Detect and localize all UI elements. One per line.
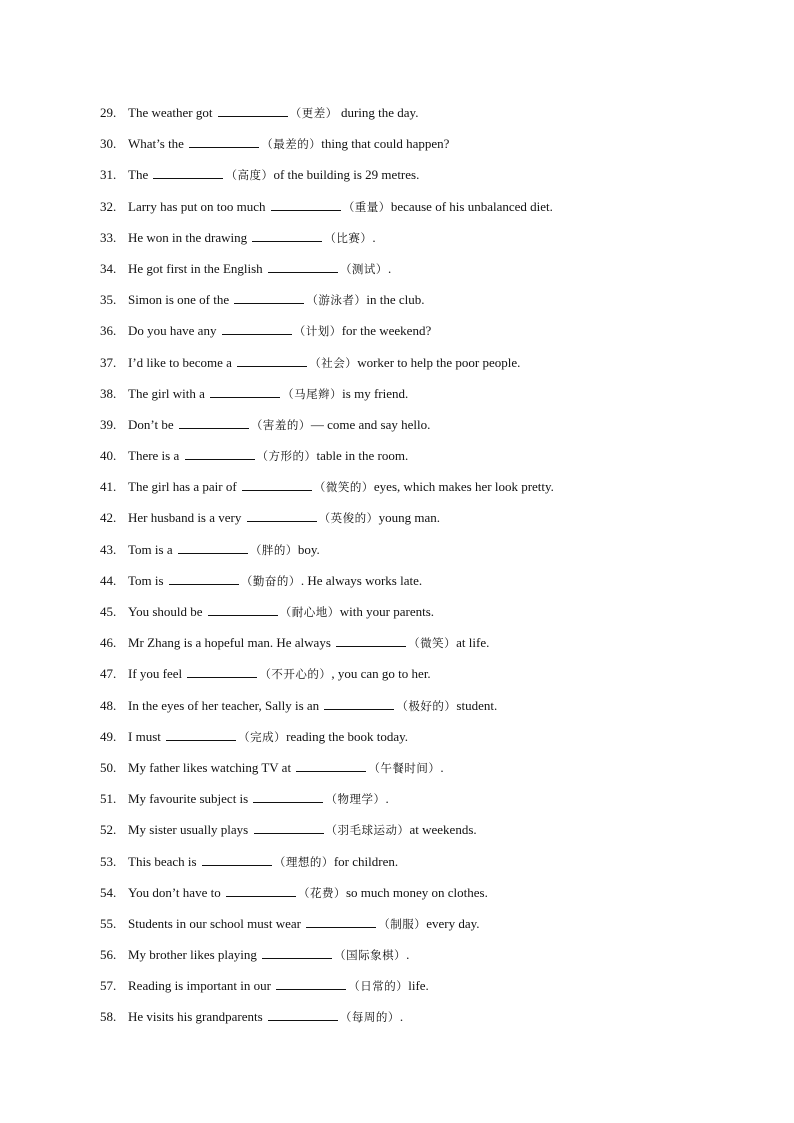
- sentence-before-blank: Do you have any: [128, 323, 220, 339]
- question-sentence: [128, 352, 520, 374]
- answer-blank[interactable]: [296, 757, 366, 772]
- question-item: [100, 102, 740, 133]
- answer-blank[interactable]: [268, 1006, 338, 1021]
- sentence-after-blank: worker to help the poor people.: [357, 354, 521, 370]
- sentence-after-blank: .: [406, 947, 410, 963]
- answer-blank[interactable]: [324, 695, 394, 710]
- question-item: [100, 819, 740, 850]
- sentence-before-blank: Tom is: [128, 572, 167, 588]
- answer-blank[interactable]: [222, 320, 292, 335]
- sentence-after-blank: , you can go to her.: [331, 666, 431, 682]
- question-number: 45.: [100, 604, 117, 619]
- sentence-after-blank: so much money on clothes.: [345, 884, 488, 900]
- sentence-before-blank: The: [128, 167, 152, 183]
- question-item: [100, 726, 740, 757]
- question-number: 57.: [100, 978, 117, 994]
- answer-blank[interactable]: [189, 133, 259, 148]
- question-number: 54.: [100, 884, 117, 900]
- question-item: [100, 383, 740, 414]
- chinese-hint: （微笑）: [408, 636, 457, 651]
- sentence-after-blank: with your parents.: [339, 604, 435, 619]
- question-number: 33.: [100, 229, 117, 245]
- chinese-hint: （日常的）: [348, 979, 409, 994]
- question-sentence: [128, 414, 430, 436]
- question-item: [100, 445, 740, 476]
- question-item: [100, 944, 740, 975]
- question-item: [100, 695, 740, 726]
- question-number: 32.: [100, 198, 117, 214]
- sentence-before-blank: I’d like to become a: [128, 354, 236, 370]
- question-list: [100, 102, 740, 1038]
- sentence-before-blank: My sister usually plays: [128, 822, 252, 838]
- question-number: 43.: [100, 541, 117, 557]
- chinese-hint: （勤奋的）: [240, 573, 301, 588]
- question-number: 31.: [100, 167, 117, 183]
- chinese-hint: （计划）: [293, 324, 342, 339]
- sentence-after-blank: .: [385, 791, 389, 807]
- sentence-before-blank: Don’t be: [128, 416, 177, 432]
- sentence-after-blank: life.: [408, 978, 429, 994]
- sentence-after-blank: .: [399, 1009, 404, 1025]
- sentence-after-blank: . He always works late.: [300, 572, 423, 588]
- sentence-before-blank: In the eyes of her teacher, Sally is an: [128, 697, 323, 713]
- chinese-hint: （马尾辫）: [282, 386, 343, 401]
- sentence-after-blank: at weekends.: [409, 822, 477, 838]
- sentence-before-blank: This beach is: [128, 853, 200, 869]
- question-number: 41.: [100, 479, 117, 495]
- question-sentence: [128, 913, 480, 935]
- answer-blank[interactable]: [218, 102, 288, 117]
- question-number: 46.: [100, 635, 117, 651]
- question-sentence: [128, 695, 497, 717]
- question-sentence: [128, 196, 553, 218]
- question-item: [100, 352, 740, 383]
- chinese-hint: （方形的）: [256, 449, 317, 464]
- question-sentence: [128, 726, 408, 748]
- sentence-before-blank: My father likes watching TV at: [128, 759, 295, 775]
- question-item: [100, 133, 740, 164]
- sentence-after-blank: during the day.: [337, 105, 419, 120]
- sentence-before-blank: The girl has a pair of: [128, 479, 240, 495]
- chinese-hint: （不开心的）: [259, 667, 332, 682]
- sentence-before-blank: I must: [128, 728, 165, 744]
- chinese-hint: （花费）: [297, 885, 346, 900]
- sentence-after-blank: reading the book today.: [286, 728, 409, 744]
- question-number: 44.: [100, 572, 117, 588]
- chinese-hint: （胖的）: [249, 542, 298, 557]
- answer-blank[interactable]: [262, 944, 332, 959]
- chinese-hint: （耐心地）: [279, 605, 340, 619]
- chinese-hint: （每周的）: [339, 1010, 400, 1025]
- question-sentence: [128, 539, 320, 561]
- question-item: [100, 757, 740, 788]
- question-item: [100, 601, 740, 632]
- sentence-before-blank: My favourite subject is: [128, 791, 252, 807]
- question-number: 36.: [100, 323, 117, 339]
- question-item: [100, 975, 740, 1006]
- answer-blank[interactable]: [179, 414, 249, 429]
- question-sentence: [128, 320, 431, 342]
- question-item: [100, 632, 740, 663]
- question-number: 58.: [100, 1009, 117, 1025]
- question-item: [100, 289, 740, 320]
- question-number: 48.: [100, 697, 117, 713]
- answer-blank[interactable]: [208, 601, 278, 616]
- chinese-hint: （最差的）: [261, 137, 322, 152]
- answer-blank[interactable]: [252, 227, 322, 242]
- answer-blank[interactable]: [247, 507, 317, 522]
- answer-blank[interactable]: [153, 164, 223, 179]
- answer-blank[interactable]: [210, 383, 280, 398]
- question-number: 49.: [100, 728, 117, 744]
- question-number: 40.: [100, 448, 117, 464]
- answer-blank[interactable]: [169, 570, 239, 585]
- question-item: [100, 227, 740, 258]
- sentence-after-blank: student.: [456, 697, 498, 713]
- answer-blank[interactable]: [268, 258, 338, 273]
- chinese-hint: （高度）: [225, 168, 274, 183]
- question-item: [100, 196, 740, 227]
- sentence-before-blank: Mr Zhang is a hopeful man. He always: [128, 635, 335, 651]
- chinese-hint: （制服）: [378, 916, 427, 931]
- chinese-hint: （社会）: [309, 355, 358, 370]
- sentence-after-blank: in the club.: [366, 292, 425, 308]
- sentence-before-blank: You don’t have to: [128, 884, 224, 900]
- sentence-before-blank: Her husband is a very: [128, 510, 245, 526]
- question-item: [100, 258, 740, 289]
- sentence-before-blank: He visits his grandparents: [128, 1009, 266, 1025]
- answer-blank[interactable]: [237, 352, 307, 367]
- question-item: [100, 320, 740, 351]
- chinese-hint: （微笑的）: [313, 480, 374, 495]
- answer-blank[interactable]: [187, 663, 257, 678]
- answer-blank[interactable]: [306, 913, 376, 928]
- chinese-hint: （重量）: [342, 199, 391, 214]
- chinese-hint: （完成）: [238, 729, 287, 744]
- answer-blank[interactable]: [253, 788, 323, 803]
- answer-blank[interactable]: [276, 975, 346, 990]
- question-sentence: [128, 788, 389, 810]
- chinese-hint: （更差）: [289, 106, 338, 120]
- question-sentence: [128, 882, 488, 904]
- sentence-after-blank: at life.: [456, 635, 490, 651]
- question-number: 55.: [100, 915, 117, 931]
- chinese-hint: （午餐时间）: [368, 760, 441, 775]
- answer-blank[interactable]: [178, 539, 248, 554]
- question-sentence: [128, 445, 408, 467]
- sentence-after-blank: .: [440, 759, 444, 775]
- sentence-before-blank: There is a: [128, 448, 183, 464]
- chinese-hint: （羽毛球运动）: [325, 823, 410, 838]
- sentence-after-blank: — come and say hello.: [310, 416, 431, 432]
- sentence-after-blank: because of his unbalanced diet.: [390, 198, 553, 214]
- sentence-after-blank: boy.: [297, 541, 320, 557]
- question-sentence: [128, 851, 398, 873]
- question-number: 39.: [100, 416, 117, 432]
- sentence-after-blank: young man.: [378, 510, 440, 526]
- answer-blank[interactable]: [234, 289, 304, 304]
- answer-blank[interactable]: [185, 445, 255, 460]
- sentence-before-blank: Tom is a: [128, 541, 176, 557]
- sentence-after-blank: for the weekend?: [341, 323, 432, 339]
- sentence-before-blank: Larry has put on too much: [128, 198, 269, 214]
- sentence-after-blank: is my friend.: [342, 385, 409, 401]
- sentence-after-blank: eyes, which makes her look pretty.: [373, 479, 554, 495]
- question-item: [100, 1006, 740, 1037]
- sentence-after-blank: thing that could happen?: [321, 136, 450, 152]
- sentence-before-blank: If you feel: [128, 666, 186, 682]
- sentence-before-blank: The weather got: [128, 105, 216, 120]
- question-number: 47.: [100, 666, 117, 682]
- question-item: [100, 507, 740, 538]
- chinese-hint: （测试）: [339, 261, 388, 276]
- answer-blank[interactable]: [166, 726, 236, 741]
- sentence-before-blank: Reading is important in our: [128, 978, 275, 994]
- question-number: 42.: [100, 510, 117, 526]
- question-number: 37.: [100, 354, 117, 370]
- question-item: [100, 476, 740, 507]
- chinese-hint: （理想的）: [273, 854, 334, 869]
- question-item: [100, 882, 740, 913]
- question-sentence: [128, 289, 425, 311]
- sentence-before-blank: What’s the: [128, 136, 188, 152]
- question-item: [100, 851, 740, 882]
- sentence-after-blank: for children.: [333, 853, 399, 869]
- question-number: 50.: [100, 759, 117, 775]
- question-sentence: [128, 164, 419, 186]
- answer-blank[interactable]: [202, 851, 272, 866]
- answer-blank[interactable]: [336, 632, 406, 647]
- question-number: 30.: [100, 136, 117, 152]
- sentence-after-blank: table in the room.: [316, 448, 409, 464]
- question-sentence: [128, 601, 434, 623]
- question-sentence: [128, 632, 489, 654]
- question-number: 35.: [100, 292, 117, 308]
- answer-blank[interactable]: [254, 819, 324, 834]
- question-sentence: [128, 476, 554, 498]
- chinese-hint: （害羞的）: [250, 417, 311, 432]
- chinese-hint: （物理学）: [325, 792, 386, 807]
- question-sentence: [128, 102, 418, 124]
- question-sentence: [128, 133, 449, 155]
- question-item: [100, 913, 740, 944]
- question-sentence: [128, 975, 429, 997]
- sentence-after-blank: every day.: [426, 915, 480, 931]
- sentence-after-blank: .: [372, 229, 376, 245]
- question-number: 34.: [100, 260, 117, 276]
- question-item: [100, 663, 740, 694]
- question-item: [100, 539, 740, 570]
- chinese-hint: （英俊的）: [318, 511, 379, 526]
- question-sentence: [128, 1006, 403, 1028]
- question-item: [100, 414, 740, 445]
- question-sentence: [128, 507, 440, 529]
- sentence-before-blank: He won in the drawing: [128, 229, 251, 245]
- question-sentence: [128, 944, 409, 966]
- sentence-before-blank: My brother likes playing: [128, 947, 261, 963]
- sentence-before-blank: You should be: [128, 604, 206, 619]
- answer-blank[interactable]: [271, 196, 341, 211]
- question-number: 53.: [100, 853, 117, 869]
- chinese-hint: （极好的）: [396, 698, 457, 713]
- sentence-after-blank: of the building is 29 metres.: [273, 167, 420, 183]
- answer-blank[interactable]: [242, 476, 312, 491]
- sentence-before-blank: The girl with a: [128, 385, 209, 401]
- chinese-hint: （游泳者）: [306, 293, 367, 308]
- answer-blank[interactable]: [226, 882, 296, 897]
- question-number: 51.: [100, 791, 117, 807]
- question-sentence: [128, 663, 431, 685]
- sentence-before-blank: Simon is one of the: [128, 292, 233, 308]
- sentence-before-blank: Students in our school must wear: [128, 915, 305, 931]
- question-item: [100, 788, 740, 819]
- question-sentence: [128, 227, 376, 249]
- sentence-before-blank: He got first in the English: [128, 260, 266, 276]
- question-sentence: [128, 570, 422, 592]
- question-number: 56.: [100, 947, 117, 963]
- question-number: 52.: [100, 822, 117, 838]
- chinese-hint: （比赛）: [324, 230, 373, 245]
- question-sentence: [128, 757, 444, 779]
- question-sentence: [128, 819, 477, 841]
- question-number: 29.: [100, 105, 117, 120]
- question-item: [100, 570, 740, 601]
- chinese-hint: （国际象棋）: [334, 948, 407, 963]
- question-item: [100, 164, 740, 195]
- question-number: 38.: [100, 385, 117, 401]
- question-sentence: [128, 383, 408, 405]
- sentence-after-blank: .: [387, 260, 392, 276]
- question-sentence: [128, 258, 391, 280]
